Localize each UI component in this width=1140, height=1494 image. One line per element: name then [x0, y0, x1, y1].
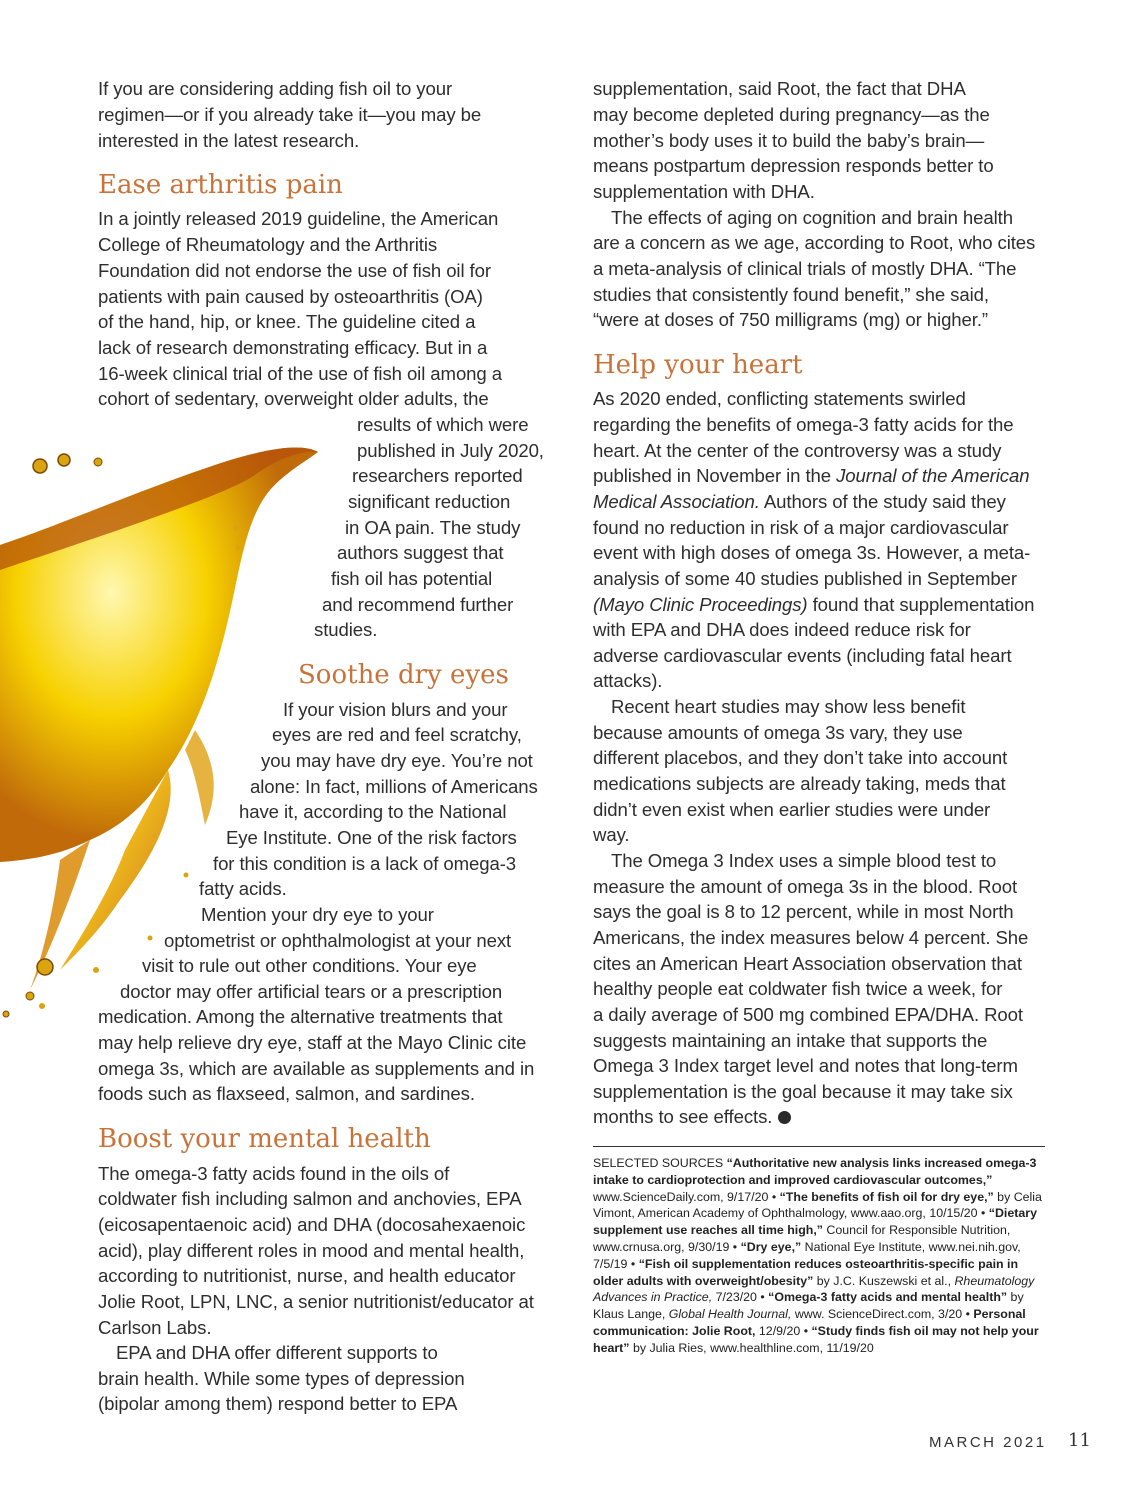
body-text: Authors of the study said they [759, 491, 1006, 512]
body-text-line: event with high doses of omega 3s. However, a meta- [593, 542, 1031, 563]
body-text-line: in OA pain. The study [345, 517, 521, 538]
body-text-line: cites an American Heart Association observation that [593, 953, 1022, 974]
body-text-line: studies. [314, 619, 378, 640]
section-heading-mental-health: Boost your mental health [98, 1124, 431, 1154]
body-text-line: according to nutritionist, nurse, and health educator [98, 1265, 516, 1286]
body-text-line: Jolie Root, LPN, LNC, a senior nutritionist/educator at [98, 1291, 534, 1312]
body-text-line: have it, according to the National [239, 801, 507, 822]
selected-sources [593, 1155, 1045, 1357]
body-text-line: The effects of aging on cognition and brain health [611, 207, 1013, 228]
body-text-line: foods such as flaxseed, salmon, and sardines. [98, 1083, 475, 1104]
body-text-line: Recent heart studies may show less benefit [611, 696, 966, 717]
source-title: “Fish oil supplementation reduces osteoarthritis-specific pain in older adults with overweight/obesity” [593, 1256, 1019, 1288]
body-text-line: says the goal is 8 to 12 percent, while in most North [593, 901, 1014, 922]
body-text-line: doctor may offer artificial tears or a prescription [120, 981, 503, 1002]
body-text-line: EPA and DHA offer different supports to [116, 1342, 438, 1363]
source-title: Personal communication: Jolie Root, [593, 1307, 1026, 1338]
body-text-line: measure the amount of omega 3s in the blood. Root [593, 876, 1018, 897]
source-title: “Dry eye,” [740, 1239, 802, 1254]
body-text-line: The omega-3 fatty acids found in the oils of [98, 1163, 450, 1184]
source-info: National Eye Institute, www.nei.nih.gov, 7/5/19 • [593, 1239, 1021, 1271]
body-text-line: may help relieve dry eye, staff at the Mayo Clinic cite [98, 1032, 527, 1053]
source-title: “Dietary supplement use reaches all time high,” [593, 1206, 1037, 1238]
body-text-line: lack of research demonstrating efficacy. But in a [98, 337, 488, 358]
section-heading-heart: Help your heart [593, 350, 803, 380]
body-text-line: of the hand, hip, or knee. The guideline cited a [98, 311, 476, 332]
body-text-line: you may have dry eye. You’re not [261, 750, 533, 771]
body-text-line: for this condition is a lack of omega-3 [213, 853, 517, 874]
source-info: Council for Responsible Nutrition, www.crnusa.org, 9/30/19 • [593, 1223, 1011, 1254]
body-text-line: way. [593, 824, 630, 845]
body-text-line: medications subjects are already taking, meds that [593, 773, 1006, 794]
body-text-line: mother’s body uses it to build the baby’s brain— [593, 130, 985, 151]
body-text-line: suggests maintaining an intake that supports the [593, 1030, 988, 1051]
body-text-line: “were at doses of 750 milligrams (mg) or higher.” [593, 309, 989, 330]
source-title: “Study finds fish oil may not help your heart” [593, 1323, 1039, 1355]
body-text-line: means postpartum depression responds better to [593, 155, 994, 176]
sources-divider [593, 1146, 1045, 1147]
body-text-line: healthy people eat coldwater fish twice a week, for [593, 978, 1003, 999]
body-text-line: regimen—or if you already take it—you may be [98, 104, 482, 125]
body-text-line: and recommend further [322, 594, 514, 615]
body-text-line: acid), play different roles in mood and mental health, [98, 1240, 525, 1261]
body-text-line [593, 1104, 791, 1130]
body-text-line: supplementation with DHA. [593, 181, 815, 202]
source-title: “Authoritative new analysis links increased omega-3 intake to cardioprotection and improved cardiovascular outcomes,” [593, 1156, 1037, 1187]
body-text-line: cohort of sedentary, overweight older adults, the [98, 388, 489, 409]
body-text-line: with EPA and DHA does indeed reduce risk for [593, 619, 971, 640]
body-text: found that supplementation [807, 594, 1035, 615]
source-info: www.ScienceDaily.com, 9/17/20 • [593, 1189, 780, 1204]
source-info: by J.C. Kuszewski et al., [813, 1273, 955, 1288]
source-info: 7/23/20 • [712, 1290, 769, 1305]
source-journal: Global Health Journal, [668, 1307, 792, 1322]
body-text-line: attacks). [593, 670, 663, 691]
body-text-line: didn’t even exist when earlier studies were under [593, 799, 991, 820]
body-text-line: 16-week clinical trial of the use of fish oil among a [98, 363, 502, 384]
body-text-line [593, 489, 1006, 515]
body-text-line: found no reduction in risk of a major cardiovascular [593, 517, 1009, 538]
source-title: “Omega-3 fatty acids and mental health” [768, 1290, 1008, 1305]
body-text-line: results of which were [357, 414, 529, 435]
issue-date: MARCH 2021 [929, 1434, 1047, 1451]
body-text-line: If your vision blurs and your [283, 699, 508, 720]
sources-label: SELECTED SOURCES [593, 1156, 727, 1170]
body-text-line: visit to rule out other conditions. Your eye [142, 955, 477, 976]
body-text-line: researchers reported [352, 465, 523, 486]
body-text-line: As 2020 ended, conflicting statements swirled [593, 388, 966, 409]
body-text-line: adverse cardiovascular events (including fatal heart [593, 645, 1012, 666]
source-info: 12/9/20 • [755, 1323, 812, 1338]
body-text-line: supplementation is the goal because it may take six [593, 1081, 1013, 1102]
body-text-line: studies that consistently found benefit,” she said, [593, 284, 989, 305]
body-text-line: Eye Institute. One of the risk factors [226, 827, 517, 848]
body-text-line: College of Rheumatology and the Arthritis [98, 234, 438, 255]
body-text-line: different placebos, and they don’t take into account [593, 747, 1008, 768]
section-heading-arthritis: Ease arthritis pain [98, 170, 343, 200]
body-text-line: regarding the benefits of omega-3 fatty acids for the [593, 414, 1014, 435]
body-text-line: coldwater fish including salmon and anchovies, EPA [98, 1188, 522, 1209]
journal-title: (Mayo Clinic Proceedings) [593, 594, 808, 615]
body-text-line: may become depleted during pregnancy—as the [593, 104, 990, 125]
body-text: months to see effects. [593, 1106, 773, 1127]
body-text-line: a daily average of 500 mg combined EPA/DHA. Root [593, 1004, 1023, 1025]
body-text-line: Foundation did not endorse the use of fish oil for [98, 260, 491, 281]
body-text-line: brain health. While some types of depression [98, 1368, 465, 1389]
body-text-line: eyes are red and feel scratchy, [272, 724, 522, 745]
body-text: published in November in the [593, 465, 837, 486]
section-heading-dry-eyes: Soothe dry eyes [298, 660, 509, 690]
body-text-line: alone: In fact, millions of Americans [250, 776, 538, 797]
body-text-line: (eicosapentaenoic acid) and DHA (docosahexaenoic [98, 1214, 526, 1235]
body-text-line: fish oil has potential [331, 568, 493, 589]
body-text-line: Mention your dry eye to your [201, 904, 434, 925]
body-text-line: published in July 2020, [357, 440, 544, 461]
body-text-line: fatty acids. [199, 878, 287, 899]
body-text-line: supplementation, said Root, the fact that DHA [593, 78, 966, 99]
source-info: www. ScienceDirect.com, 3/20 • [791, 1307, 974, 1322]
body-text-line: (bipolar among them) respond better to EPA [98, 1393, 458, 1414]
body-text-line: patients with pain caused by osteoarthritis (OA) [98, 286, 483, 307]
body-text-line: heart. At the center of the controversy was a study [593, 440, 1002, 461]
end-of-article-dot-icon [778, 1111, 791, 1124]
page-number: 11 [1068, 1430, 1091, 1451]
body-text-line: The Omega 3 Index uses a simple blood test to [611, 850, 997, 871]
body-text-line: medication. Among the alternative treatments that [98, 1006, 503, 1027]
journal-title: Medical Association. [593, 491, 760, 512]
body-text-line: are a concern as we age, according to Root, who cites [593, 232, 1036, 253]
body-text-line: significant reduction [348, 491, 511, 512]
body-text-line: Omega 3 Index target level and notes that long-term [593, 1055, 1018, 1076]
body-text-line: analysis of some 40 studies published in September [593, 568, 1017, 589]
body-text-line: Americans, the index measures below 4 percent. She [593, 927, 1029, 948]
source-info: by Julia Ries, www.healthline.com, 11/19/20 [629, 1340, 874, 1355]
body-text-line: because amounts of omega 3s vary, they use [593, 722, 963, 743]
body-text-line: a meta-analysis of clinical trials of mostly DHA. “The [593, 258, 1017, 279]
body-text-line: Carlson Labs. [98, 1317, 212, 1338]
body-text-line: In a jointly released 2019 guideline, the American [98, 208, 499, 229]
source-journal: Rheumatology Advances in Practice, [593, 1273, 1035, 1305]
body-text-line: interested in the latest research. [98, 130, 360, 151]
body-text-line: optometrist or ophthalmologist at your next [164, 930, 512, 951]
body-text-line [593, 592, 1034, 618]
body-text-line: If you are considering adding fish oil to your [98, 78, 453, 99]
body-text-line [593, 463, 1030, 489]
source-title: “The benefits of fish oil for dry eye,” [779, 1189, 994, 1204]
source-info: by Klaus Lange, [593, 1290, 1024, 1322]
body-text-line: authors suggest that [337, 542, 504, 563]
source-info: by Celia Vimont, American Academy of Ophthalmology, www.aao.org, 10/15/20 • [593, 1189, 1042, 1221]
body-text-line: omega 3s, which are available as supplements and in [98, 1058, 535, 1079]
journal-title: Journal of the American [836, 465, 1030, 486]
